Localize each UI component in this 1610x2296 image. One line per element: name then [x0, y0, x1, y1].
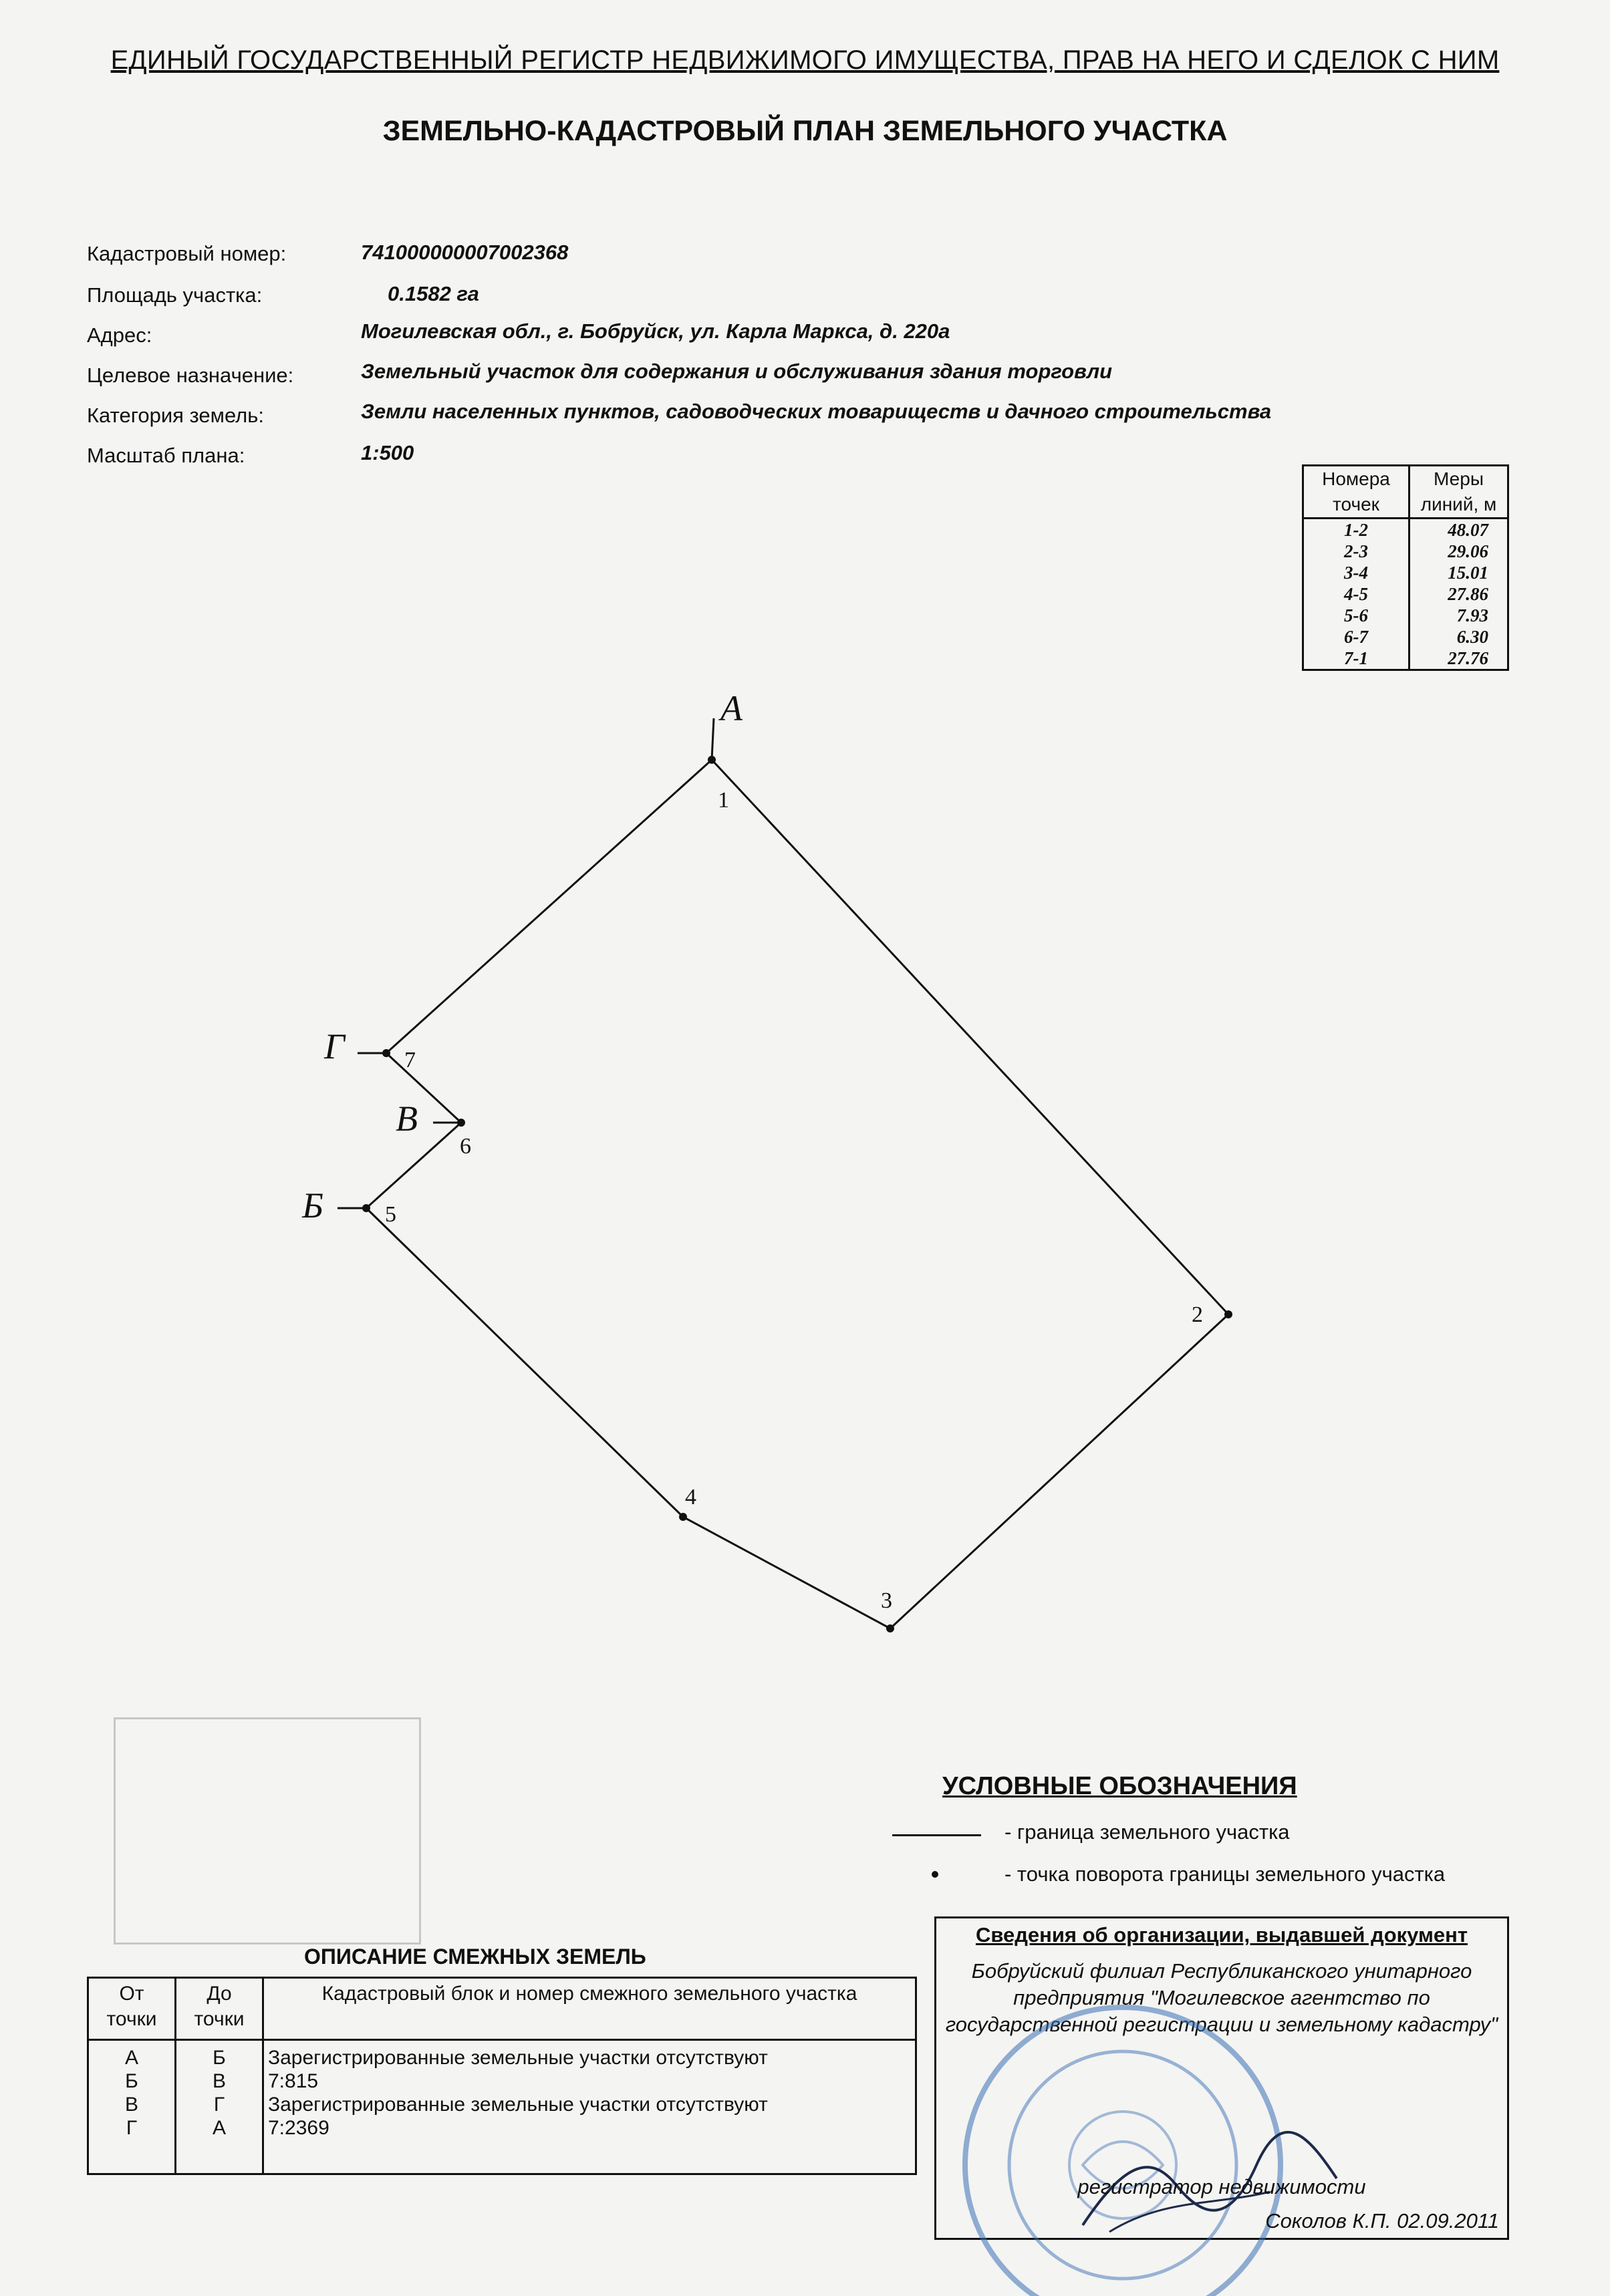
table-row [88, 2093, 916, 2116]
length-cell: 48.07 [1410, 519, 1508, 541]
legend-title: УСЛОВНЫЕ ОБОЗНАЧЕНИЯ [942, 1772, 1297, 1800]
adjacent-desc-cell: Зарегистрированные земельные участки отсутствуют [263, 2093, 916, 2116]
point-label-2: 2 [1192, 1302, 1203, 1327]
length-cell: 27.76 [1410, 648, 1508, 670]
registrar-signature-line: Соколов К.П. 02.09.2011 [1265, 2209, 1499, 2233]
register-title: ЕДИНЫЙ ГОСУДАРСТВЕННЫЙ РЕГИСТР НЕДВИЖИМОГО ИМУЩЕСТВА, ПРАВ НА НЕГО И СДЕЛОК С НИМ [110, 45, 1500, 75]
point-label-7: 7 [404, 1048, 416, 1072]
turn-point-4 [679, 1513, 687, 1521]
to-point-cell: А [176, 2116, 263, 2174]
marker-g: Г [324, 1026, 345, 1066]
faint-reverse-stamp [114, 1717, 421, 1945]
measures-header-points: Номера точек [1303, 466, 1410, 519]
turn-point-6 [457, 1119, 465, 1127]
registrar-role: регистратор недвижимости [1077, 2175, 1366, 2198]
table-row [88, 2040, 916, 2070]
length-cell: 7.93 [1410, 605, 1508, 626]
address-label: Адрес: [87, 323, 152, 347]
adjacent-lands-table [87, 1977, 917, 2175]
turn-point-5 [362, 1204, 370, 1212]
adjacent-lands-title: ОПИСАНИЕ СМЕЖНЫХ ЗЕМЕЛЬ [304, 1945, 646, 1969]
from-point-cell: Г [88, 2116, 176, 2174]
document-title: ЗЕМЕЛЬНО-КАДАСТРОВЫЙ ПЛАН ЗЕМЕЛЬНОГО УЧАСТКА [382, 115, 1228, 147]
table-row [88, 2116, 916, 2174]
point-label-6: 6 [460, 1134, 471, 1159]
from-point-cell: Б [88, 2069, 176, 2093]
area-value: 0.1582 га [388, 282, 479, 305]
turn-point-7 [382, 1049, 390, 1057]
adjacent-header-desc: Кадастровый блок и номер смежного земельного участка [263, 1978, 916, 2040]
legend-boundary-text: - граница земельного участка [1004, 1820, 1290, 1844]
scale-label: Масштаб плана: [87, 444, 245, 467]
adjacent-desc-cell: Зарегистрированные земельные участки отсутствуют [263, 2040, 916, 2070]
to-point-cell: В [176, 2069, 263, 2093]
to-point-cell: Б [176, 2040, 263, 2070]
adjacent-desc-cell: 7:2369 [263, 2116, 916, 2174]
purpose-value: Земельный участок для содержания и обслуживания здания торговли [361, 360, 1113, 383]
length-cell: 6.30 [1410, 626, 1508, 648]
area-label: Площадь участка: [87, 283, 263, 307]
adjacent-header-to: До точки [176, 1978, 263, 2040]
from-point-cell: А [88, 2040, 176, 2070]
segment-cell: 3-4 [1303, 562, 1410, 583]
measures-header-lengths: Меры линий, м [1410, 466, 1508, 519]
to-point-cell: Г [176, 2093, 263, 2116]
segment-cell: 4-5 [1303, 583, 1410, 605]
category-label: Категория земель: [87, 404, 265, 427]
marker-b: Б [302, 1185, 323, 1226]
from-point-cell: В [88, 2093, 176, 2116]
segment-cell: 6-7 [1303, 626, 1410, 648]
segment-cell: 2-3 [1303, 541, 1410, 562]
cadastral-number-label: Кадастровый номер: [87, 242, 287, 265]
length-cell: 27.86 [1410, 583, 1508, 605]
turn-point-3 [886, 1624, 894, 1632]
table-row [88, 2069, 916, 2093]
point-label-1: 1 [718, 788, 729, 813]
purpose-label: Целевое назначение: [87, 364, 294, 387]
adjacent-header-from: От точки [88, 1978, 176, 2040]
organization-name: Бобруйский филиал Республиканского унитарного предприятия "Могилевское агентство по государственной регистрации и земельному кадастру" [945, 1959, 1498, 2036]
marker-v: В [396, 1099, 418, 1139]
organization-title: Сведения об организации, выдавшей документ [975, 1923, 1468, 1947]
segment-cell: 7-1 [1303, 648, 1410, 670]
plot-boundary [366, 760, 1228, 1628]
turn-point-1 [708, 756, 716, 764]
marker-a-leader [712, 718, 714, 760]
turn-point-symbol [932, 1871, 938, 1878]
length-cell: 29.06 [1410, 541, 1508, 562]
point-label-3: 3 [881, 1588, 892, 1613]
legend-turn-point-text: - точка поворота границы земельного участка [1004, 1862, 1446, 1886]
category-value: Земли населенных пунктов, садоводческих товариществ и дачного строительства [361, 400, 1272, 423]
segment-cell: 1-2 [1303, 519, 1410, 541]
point-label-5: 5 [385, 1202, 396, 1227]
address-value: Могилевская обл., г. Бобруйск, ул. Карла Маркса, д. 220а [361, 319, 950, 343]
cadastral-number-value: 741000000007002368 [361, 241, 569, 264]
point-label-4: 4 [685, 1485, 696, 1510]
adjacent-desc-cell: 7:815 [263, 2069, 916, 2093]
scale-value: 1:500 [361, 441, 414, 464]
length-cell: 15.01 [1410, 562, 1508, 583]
turn-point-2 [1224, 1310, 1232, 1318]
segment-cell: 5-6 [1303, 605, 1410, 626]
marker-a: А [720, 688, 743, 728]
boundary-line-symbol [892, 1834, 981, 1836]
